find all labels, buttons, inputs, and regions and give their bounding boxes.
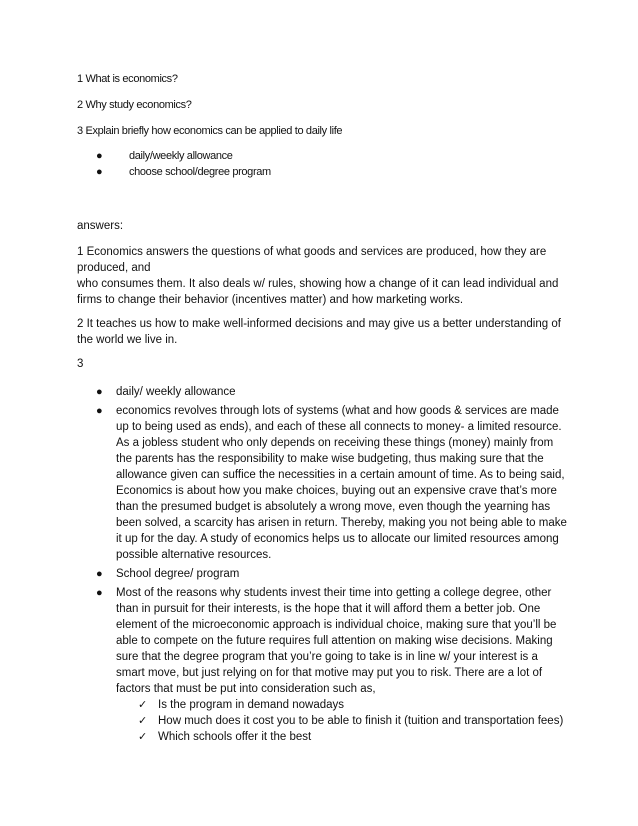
list-item — [96, 384, 567, 400]
question-2: 2 Why study economics? — [77, 99, 192, 111]
list-item-text: daily/ weekly allowance — [116, 386, 236, 398]
bullet-icon: ● — [96, 150, 103, 162]
bullet-icon: ● — [96, 166, 103, 178]
bullet-icon: ● — [96, 568, 103, 580]
list-item-text: Most of the reasons why students invest their time into getting a college degree, other than in pursuit for their interests, is the hope that it will afford them a better job. One element of the microeconomic approach is individual choice, making sure that you’ll be able to compete on the future requires full attention on making wise decisions. Making sure that the degree program that you’re going to take is in line w/ your interest is a smart move, but just relying on for that motive may put you to risk. There are a lot of factors that must be put into consideration such as, — [116, 587, 557, 695]
list-item-text: School degree/ program — [116, 568, 240, 580]
checkmark-icon: ✓ — [138, 731, 148, 743]
bullet-icon: ● — [96, 587, 103, 599]
answers-heading: answers: — [77, 220, 124, 232]
checklist-item-text: How much does it cost you to be able to finish it (tuition and transportation fees) — [158, 715, 564, 727]
factor-checklist — [116, 697, 567, 745]
list-item — [96, 403, 567, 563]
checklist-item — [136, 697, 567, 713]
checklist-item — [136, 729, 567, 745]
list-item — [96, 566, 567, 582]
document-body — [77, 72, 567, 748]
checkmark-icon: ✓ — [138, 699, 148, 711]
bullet-icon: ● — [96, 405, 103, 417]
answer-2: 2 It teaches us how to make well-informed decisions and may give us a better understanding of the world we live in. — [77, 318, 561, 346]
list-item — [96, 585, 567, 745]
checklist-item — [136, 713, 567, 729]
answer-1: 1 Economics answers the questions of what goods and services are produced, how they are produced, and who consumes them. It also deals w/ rules, showing how a change of it can lead individual and firms to change their behavior (incentives matter) and how marketing works. — [77, 246, 559, 306]
list-item — [96, 148, 567, 164]
question-1: 1 What is economics? — [77, 73, 178, 85]
bullet-icon: ● — [96, 386, 103, 398]
checklist-item-text: Which schools offer it the best — [158, 731, 312, 743]
answer-3-number: 3 — [77, 358, 84, 370]
answer-3-list — [77, 384, 567, 745]
list-item-text: daily/weekly allowance — [129, 150, 233, 162]
list-item-text: economics revolves through lots of systems (what and how goods & services are made up to being used as ends), and each of these all connects to money- a limited resource. As a jobless student who only depends on receiving these things (money) mainly from the parents has the responsibility to make wise budgeting, thus making sure that the allowance given can suffice the necessities in a certain amount of time. As to being said, Economics is about how you make choices, buying out an expensive crave that’s more than the presumed budget is absolutely a wrong move, even though the yearning has been solved, a scarcity has arisen in return. Thereby, making you not being able to make it up for the day. A study of economics helps us to allocate our limited resources among possible alternative resources. — [116, 405, 567, 561]
checkmark-icon: ✓ — [138, 715, 148, 727]
list-item-text: choose school/degree program — [129, 166, 271, 178]
checklist-item-text: Is the program in demand nowadays — [158, 699, 345, 711]
list-item — [96, 164, 567, 180]
question-bullet-list — [77, 148, 567, 180]
question-3: 3 Explain briefly how economics can be applied to daily life — [77, 125, 343, 137]
